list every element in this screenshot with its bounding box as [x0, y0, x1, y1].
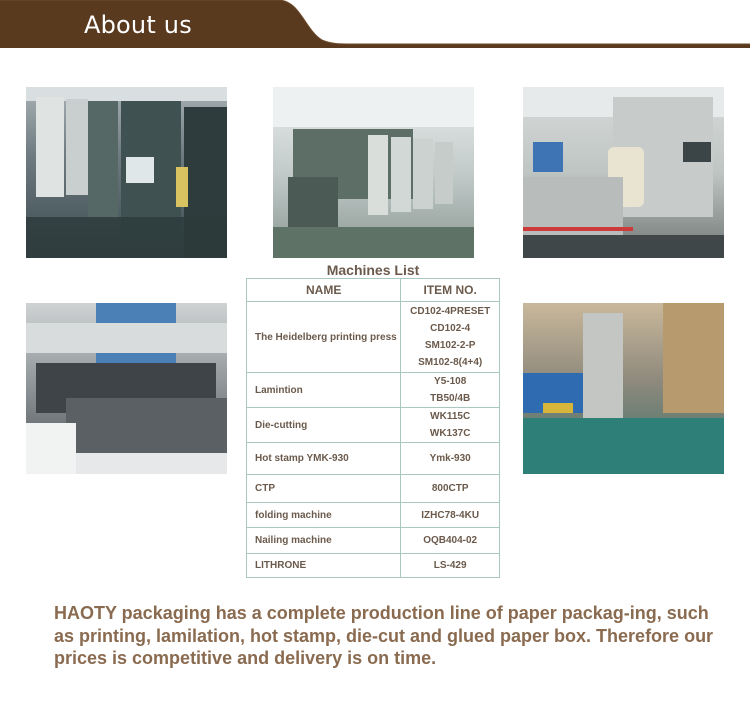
folding-machine-photo: [523, 303, 724, 474]
table-row: [247, 408, 500, 443]
machine-name: Nailing machine: [247, 528, 401, 554]
item-no: CD102-4: [430, 323, 471, 334]
page-title: About us: [84, 11, 192, 39]
item-no: CD102-4PRESET: [410, 306, 491, 317]
column-header-name: NAME: [247, 279, 401, 302]
table-row: [247, 528, 500, 554]
item-no: Ymk-930: [401, 443, 500, 475]
item-no: OQB404-02: [401, 528, 500, 554]
offset-press-photo: [273, 87, 474, 258]
item-no: SM102-8(4+4): [418, 357, 483, 368]
item-no: WK137C: [429, 428, 471, 439]
company-description: HAOTY packaging has a complete production line of paper packag-ing, such as printing, lamilation, hot stamp, die-cut and glued paper box. Therefore our prices is competitive and delivery is on time.: [54, 603, 714, 668]
item-numbers: [401, 408, 500, 443]
machine-name: The Heidelberg printing press: [247, 302, 401, 373]
paper-sheets-photo: [26, 303, 227, 474]
item-numbers: [401, 302, 500, 373]
machine-name: LITHRONE: [247, 554, 401, 578]
about-header: [0, 0, 750, 48]
machine-name: Lamintion: [247, 373, 401, 408]
machine-name: folding machine: [247, 503, 401, 528]
laminating-machine-photo: [523, 87, 724, 258]
item-no: LS-429: [401, 554, 500, 578]
table-row: [247, 373, 500, 408]
machine-name: Die-cutting: [247, 408, 401, 443]
item-no: WK115C: [430, 411, 471, 422]
machine-name: CTP: [247, 475, 401, 503]
table-row: [247, 302, 500, 373]
column-header-item-no: ITEM NO.: [401, 279, 500, 302]
table-header-row: [247, 279, 500, 302]
item-no: IZHC78-4KU: [401, 503, 500, 528]
table-row: [247, 443, 500, 475]
item-no: SM102-2-P: [424, 340, 476, 351]
table-row: [247, 503, 500, 528]
item-no: 800CTP: [401, 475, 500, 503]
printing-press-photo: [26, 87, 227, 258]
item-numbers: [401, 373, 500, 408]
item-no: Y5-108: [434, 376, 467, 387]
machine-name: Hot stamp YMK-930: [247, 443, 401, 475]
table-row: [247, 554, 500, 578]
item-no: TB50/4B: [430, 393, 471, 404]
table-row: [247, 475, 500, 503]
machines-table: [246, 278, 500, 578]
machines-list-title: Machines List: [326, 262, 420, 278]
